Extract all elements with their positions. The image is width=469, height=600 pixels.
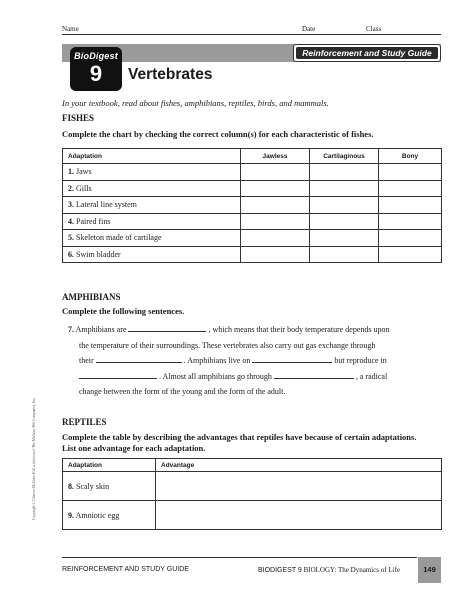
amphibians-instruction: Complete the following sentences. (62, 306, 185, 316)
footer-left: REINFORCEMENT AND STUDY GUIDE (62, 566, 189, 573)
bony-checkbox-cell[interactable] (379, 246, 442, 263)
class-label: Class (366, 25, 382, 33)
adaptation-cell (63, 230, 241, 247)
reptiles-instruction-1: Complete the table by describing the advantages that reptiles have because of certain adaptations. (62, 432, 417, 442)
footer-rule (62, 557, 417, 558)
answer-blank[interactable] (96, 353, 182, 363)
bony-checkbox-cell[interactable] (379, 213, 442, 230)
column-header: Cartilaginous (310, 149, 379, 164)
fishes-instruction: Complete the chart by checking the correct column(s) for each characteristic of fishes. (62, 129, 374, 139)
table-row (63, 501, 442, 530)
row-label: Scaly skin (76, 481, 110, 491)
row-number: 6. (68, 249, 74, 259)
row-number: 4. (68, 216, 74, 226)
date-label: Date (302, 25, 316, 33)
adaptation-cell (63, 164, 241, 181)
row-number: 3. (68, 200, 74, 210)
sentence-line (79, 353, 459, 369)
jawless-checkbox-cell[interactable] (241, 180, 310, 197)
chapter-title: Vertebrates (128, 66, 213, 83)
row-label: Lateral line system (76, 200, 137, 210)
footer-right (258, 566, 400, 574)
jawless-checkbox-cell[interactable] (241, 197, 310, 214)
bony-checkbox-cell[interactable] (379, 164, 442, 181)
footer-book-title: BIOLOGY: The Dynamics of Life (303, 566, 401, 574)
column-header: Adaptation (63, 459, 156, 472)
chapter-banner (62, 42, 441, 92)
row-label: Gills (76, 183, 92, 193)
adaptation-cell (63, 472, 156, 501)
adaptation-cell (63, 197, 241, 214)
table-row (63, 230, 442, 247)
answer-blank[interactable] (252, 353, 332, 363)
jawless-checkbox-cell[interactable] (241, 213, 310, 230)
item-number: 7. (68, 325, 74, 334)
sentence-text: . Amphibians live on (181, 356, 253, 365)
table-row (63, 164, 442, 181)
sentence-line (79, 338, 459, 354)
adaptation-cell (63, 246, 241, 263)
row-label: Paired fins (76, 216, 111, 226)
sentence-text: , which means that their body temperature depends upon (206, 325, 390, 334)
answer-blank[interactable] (274, 369, 354, 379)
cartilaginous-checkbox-cell[interactable] (310, 230, 379, 247)
biodigest-badge (70, 47, 122, 91)
name-label: Name (62, 25, 79, 33)
cartilaginous-checkbox-cell[interactable] (310, 246, 379, 263)
guide-label-box (293, 44, 441, 62)
sentence-text: , a radical (353, 371, 388, 381)
column-header: Advantage (156, 459, 442, 472)
table-row (63, 197, 442, 214)
sentence-text: change between the form of the young and the form of the adult. (79, 387, 286, 396)
column-header: Bony (379, 149, 442, 164)
cartilaginous-checkbox-cell[interactable] (310, 197, 379, 214)
column-header: Adaptation (63, 149, 241, 164)
adaptation-cell (63, 501, 156, 530)
cartilaginous-checkbox-cell[interactable] (310, 180, 379, 197)
sentence-line (79, 369, 459, 385)
cartilaginous-checkbox-cell[interactable] (310, 213, 379, 230)
row-number: 9. (68, 510, 74, 520)
row-label: Swim bladder (76, 249, 121, 259)
row-label: Jaws (76, 167, 92, 177)
intro-text: In your textbook, read about fishes, amphibians, reptiles, birds, and mammals. (62, 98, 329, 108)
table-header-row (63, 149, 442, 164)
sentence-line (79, 384, 459, 400)
jawless-checkbox-cell[interactable] (241, 230, 310, 247)
table-row (63, 472, 442, 501)
cartilaginous-checkbox-cell[interactable] (310, 164, 379, 181)
bony-checkbox-cell[interactable] (379, 197, 442, 214)
answer-blank[interactable] (79, 369, 157, 379)
footer-chapter: BIODIGEST 9 (258, 567, 302, 574)
column-header: Jawless (241, 149, 310, 164)
row-label: Skeleton made of cartilage (76, 233, 162, 243)
header-rule (62, 34, 441, 35)
sentence-text: . Almost all amphibians go through (157, 371, 274, 381)
table-row (63, 213, 442, 230)
sentence-line (68, 322, 448, 338)
amphibians-heading: AMPHIBIANS (62, 292, 121, 302)
copyright-notice: Copyright © Glencoe/McGraw-Hill, a division of The McGraw-Hill Companies, Inc. (32, 397, 36, 520)
bony-checkbox-cell[interactable] (379, 230, 442, 247)
fishes-table (62, 148, 442, 263)
advantage-answer-cell[interactable] (156, 472, 442, 501)
sentence-text: Amphibians are (75, 325, 129, 334)
sentence-text: but reproduce in (332, 356, 387, 365)
chapter-number: 9 (89, 61, 103, 86)
page-number: 149 (423, 565, 436, 574)
row-number: 8. (68, 481, 74, 491)
jawless-checkbox-cell[interactable] (241, 164, 310, 181)
reptiles-heading: REPTILES (62, 417, 107, 427)
reptiles-table (62, 458, 442, 530)
bony-checkbox-cell[interactable] (379, 180, 442, 197)
jawless-checkbox-cell[interactable] (241, 246, 310, 263)
adaptation-cell (63, 213, 241, 230)
sentence-text: their (79, 356, 96, 365)
row-number: 5. (68, 233, 74, 243)
table-row (63, 180, 442, 197)
fishes-heading: FISHES (62, 113, 95, 123)
table-row (63, 246, 442, 263)
row-label: Amniotic egg (75, 510, 120, 520)
adaptation-cell (63, 180, 241, 197)
table-header-row (63, 459, 442, 472)
advantage-answer-cell[interactable] (156, 501, 442, 530)
row-number: 2. (68, 183, 74, 193)
guide-label: Reinforcement and Study Guide (296, 47, 437, 59)
page-number-box (418, 557, 441, 583)
row-number: 1. (68, 167, 74, 177)
biodigest-label: BioDigest (74, 51, 118, 61)
answer-blank[interactable] (128, 322, 206, 332)
reptiles-instruction-2: List one advantage for each adaptation. (62, 443, 206, 453)
sentence-text: the temperature of their surroundings. These vertebrates also carry out gas exchange through (79, 340, 376, 350)
